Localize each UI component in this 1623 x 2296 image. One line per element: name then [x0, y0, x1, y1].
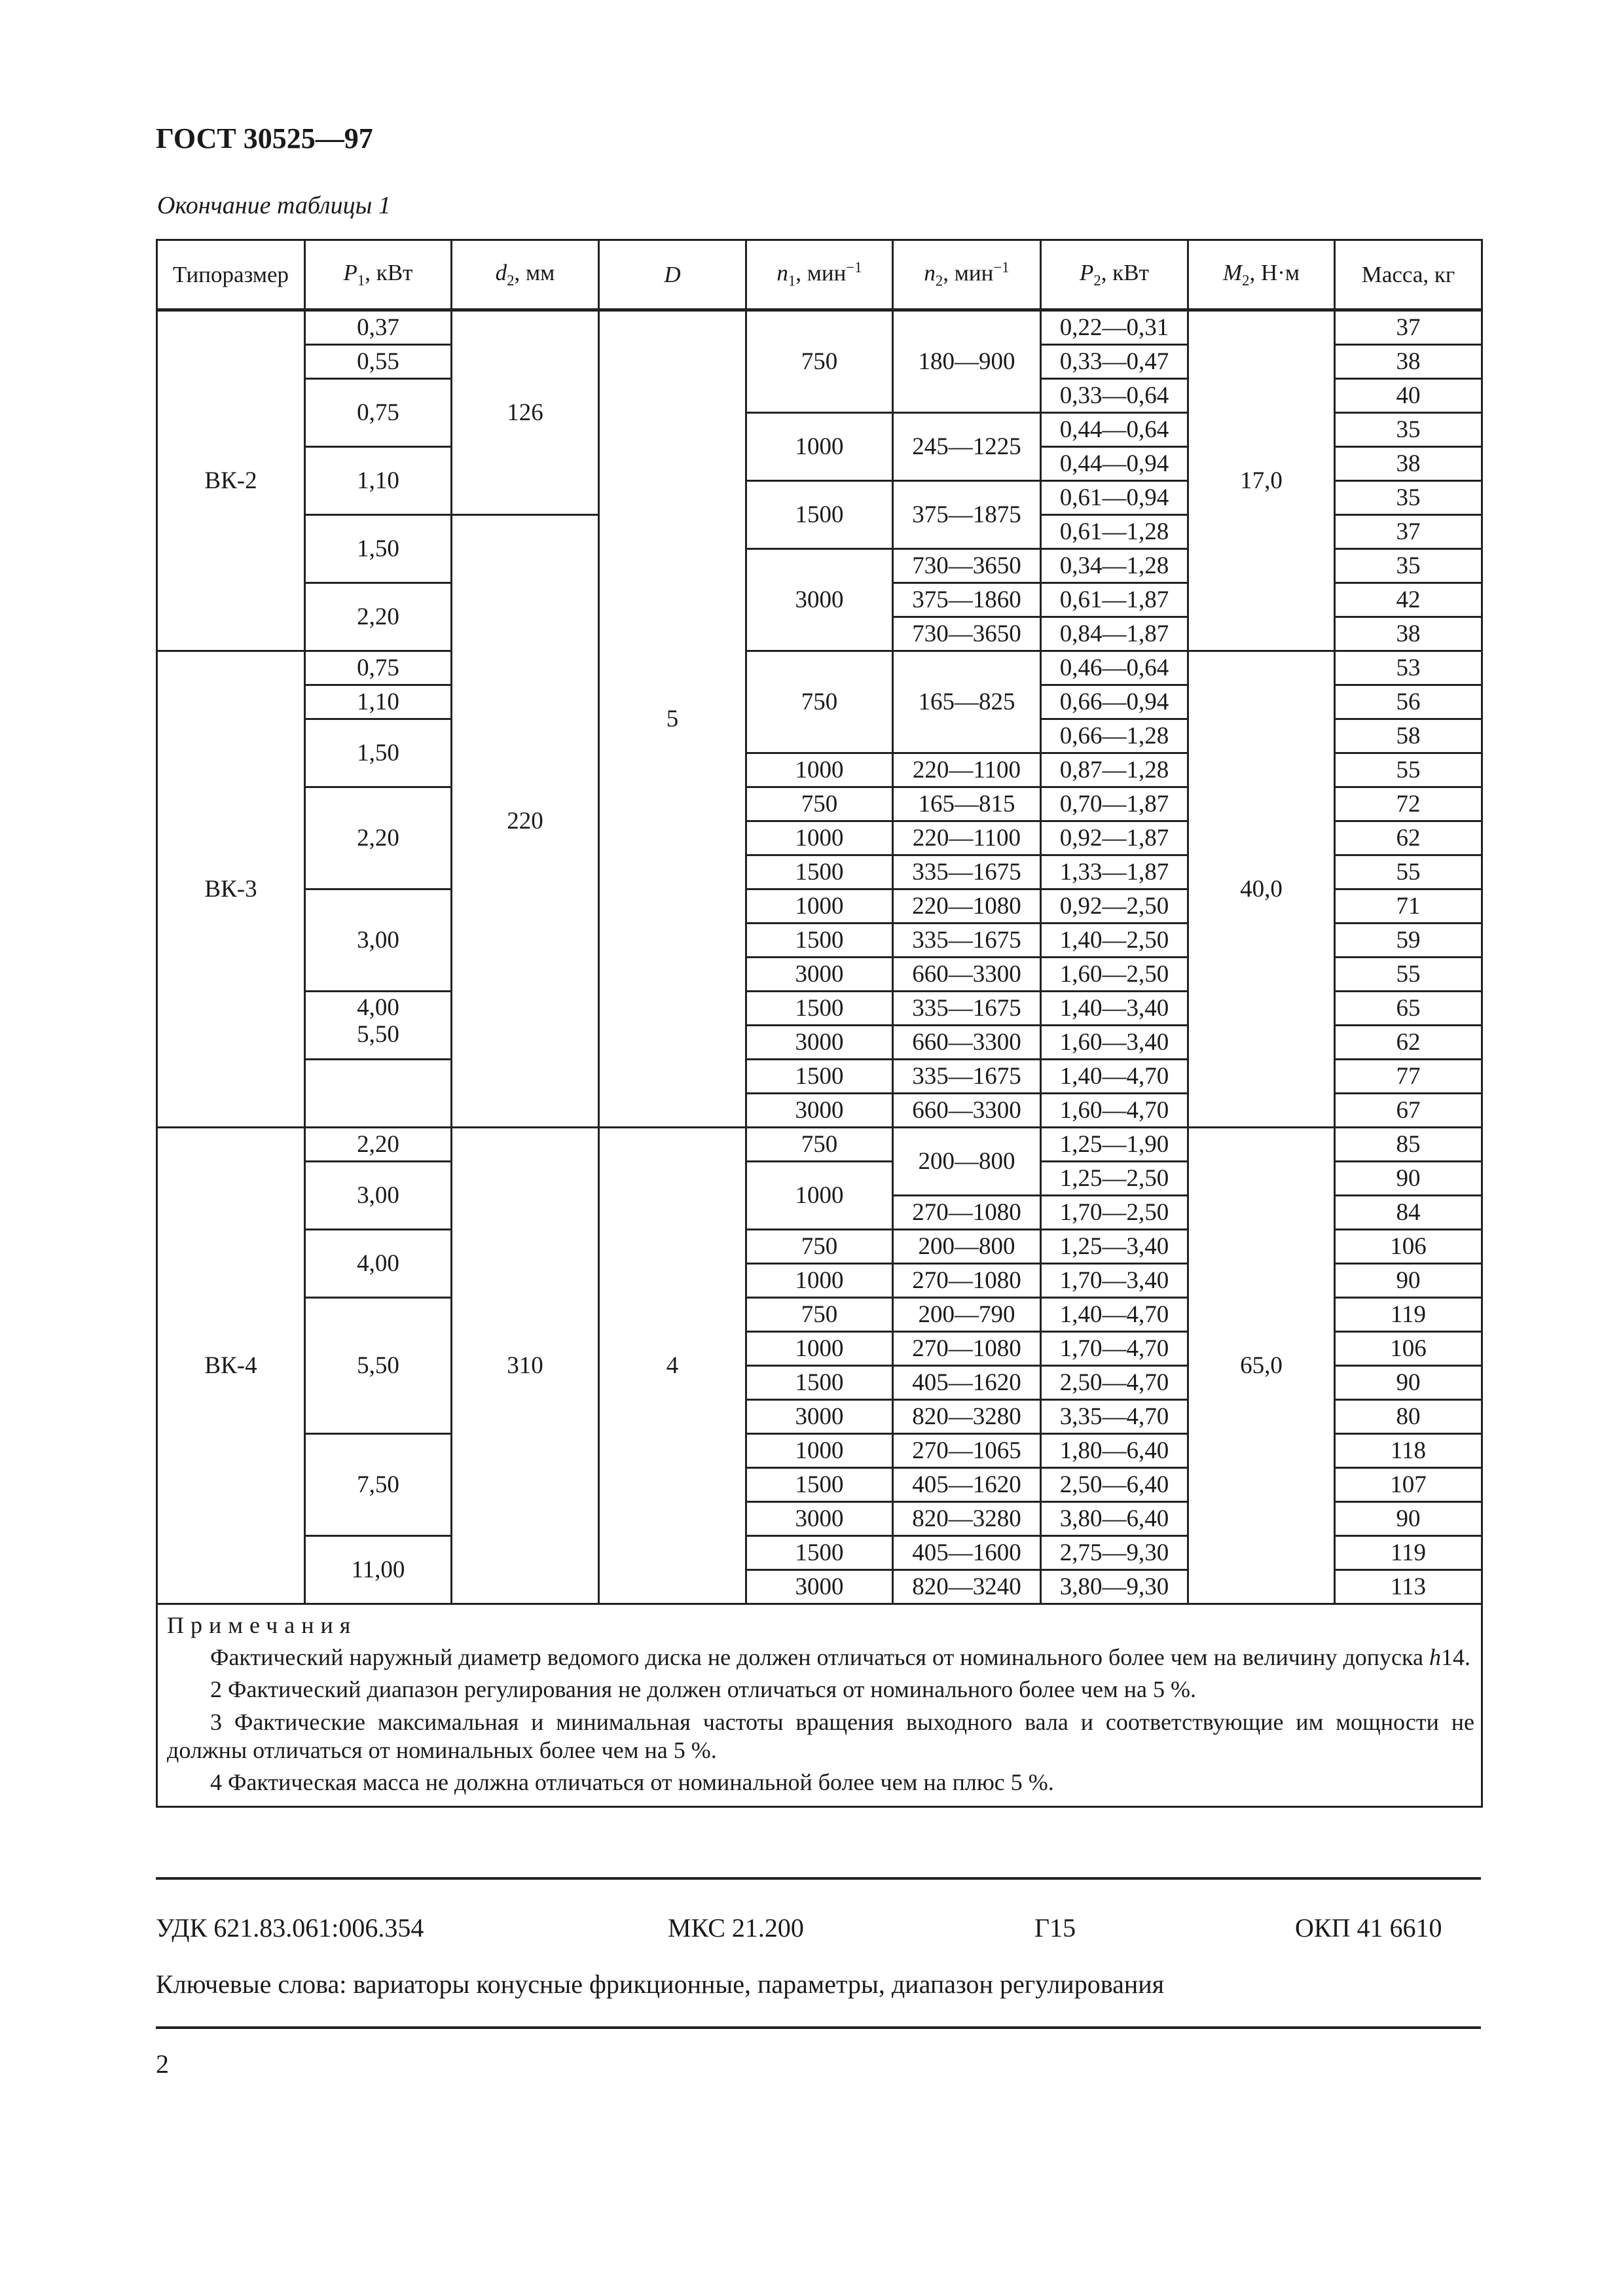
n2-cell: 270—1080 — [893, 1264, 1041, 1298]
p1-cell: 3,00 — [305, 1162, 452, 1230]
n1-cell: 1500 — [746, 1060, 893, 1094]
mass-cell: 55 — [1335, 855, 1482, 889]
mass-cell: 77 — [1335, 1060, 1482, 1094]
n2-cell: 220—1100 — [893, 753, 1041, 787]
n1-cell: 1500 — [746, 992, 893, 1026]
mass-cell: 55 — [1335, 958, 1482, 992]
table-row — [157, 651, 1482, 685]
parameters-table — [156, 239, 1483, 1808]
p1-cell: 0,75 — [305, 379, 452, 447]
n2-cell: 165—815 — [893, 787, 1041, 821]
n2-cell: 270—1065 — [893, 1434, 1041, 1468]
n1-cell: 3000 — [746, 1570, 893, 1604]
n1-cell: 3000 — [746, 1094, 893, 1128]
n1-cell: 1000 — [746, 1332, 893, 1366]
n1-cell: 750 — [746, 310, 893, 413]
note-4: 4 Фактическая масса не должна отличаться от номинальной более чем на плюс 5 %. — [210, 1768, 1054, 1795]
m2-cell: 40,0 — [1188, 651, 1335, 1128]
mass-cell: 106 — [1335, 1332, 1482, 1366]
n1-cell: 750 — [746, 1230, 893, 1264]
mass-cell: 90 — [1335, 1502, 1482, 1536]
mass-cell: 119 — [1335, 1536, 1482, 1570]
n1-cell: 1000 — [746, 413, 893, 481]
p2-cell: 0,66—1,28 — [1041, 719, 1188, 753]
p1-cell: 0,37 — [305, 310, 452, 345]
p2-cell: 0,34—1,28 — [1041, 549, 1188, 583]
mass-cell: 55 — [1335, 753, 1482, 787]
col-p1: $P_1$, кВт — [305, 240, 452, 310]
p1-cell: 2,20 — [305, 1128, 452, 1162]
n1-cell: 3000 — [746, 1502, 893, 1536]
note-1: Фактический наружный диаметр ведомого диска не должен отличаться от номинального более чем на величину допуска h14. — [210, 1644, 1470, 1671]
mass-cell: 107 — [1335, 1468, 1482, 1502]
p1-cell: 1,50 — [305, 719, 452, 787]
p2-cell: 3,35—4,70 — [1041, 1400, 1188, 1434]
mass-cell: 59 — [1335, 924, 1482, 958]
col-mass: Масса, кг — [1335, 240, 1482, 310]
mass-cell: 72 — [1335, 787, 1482, 821]
mass-cell: 90 — [1335, 1264, 1482, 1298]
p2-cell: 0,66—0,94 — [1041, 685, 1188, 719]
n2-cell: 405—1620 — [893, 1366, 1041, 1400]
n2-cell: 335—1675 — [893, 1060, 1041, 1094]
n2-cell: 730—3650 — [893, 617, 1041, 651]
p2-cell: 1,40—4,70 — [1041, 1060, 1188, 1094]
p2-cell: 0,61—1,87 — [1041, 583, 1188, 617]
p2-cell: 1,60—2,50 — [1041, 958, 1188, 992]
n1-cell: 1500 — [746, 924, 893, 958]
n2-cell: 375—1875 — [893, 481, 1041, 549]
mass-cell: 37 — [1335, 515, 1482, 549]
col-n2: $n_2$, мин$^{-1}$ — [893, 240, 1041, 310]
n2-cell: 660—3300 — [893, 1026, 1041, 1060]
p2-cell: 0,92—2,50 — [1041, 889, 1188, 924]
n2-cell: 335—1675 — [893, 855, 1041, 889]
p2-cell: 0,70—1,87 — [1041, 787, 1188, 821]
n1-cell: 750 — [746, 787, 893, 821]
group-code: Г15 — [1034, 1913, 1076, 1943]
n1-cell: 1000 — [746, 889, 893, 924]
p2-cell: 0,44—0,64 — [1041, 413, 1188, 447]
n2-cell: 270—1080 — [893, 1332, 1041, 1366]
n2-cell: 820—3240 — [893, 1570, 1041, 1604]
n2-cell: 165—825 — [893, 651, 1041, 753]
type-cell: ВК-4 — [157, 1128, 305, 1604]
n2-cell: 180—900 — [893, 310, 1041, 413]
col-n1: $n_1$, мин$^{-1}$ — [746, 240, 893, 310]
p2-cell: 1,25—2,50 — [1041, 1162, 1188, 1196]
n2-cell: 730—3650 — [893, 549, 1041, 583]
p2-cell: 0,46—0,64 — [1041, 651, 1188, 685]
n1-cell: 3000 — [746, 549, 893, 651]
mass-cell: 62 — [1335, 1026, 1482, 1060]
p2-cell: 1,70—2,50 — [1041, 1196, 1188, 1230]
p2-cell: 1,40—3,40 — [1041, 992, 1188, 1026]
mass-cell: 62 — [1335, 821, 1482, 855]
p2-cell: 0,33—0,47 — [1041, 345, 1188, 379]
mass-cell: 35 — [1335, 481, 1482, 515]
p2-cell: 0,33—0,64 — [1041, 379, 1188, 413]
n1-cell: 3000 — [746, 1026, 893, 1060]
mass-cell: 40 — [1335, 379, 1482, 413]
keywords: Ключевые слова: вариаторы конусные фрикционные, параметры, диапазон регулирования — [156, 1969, 1165, 1999]
n2-cell: 820—3280 — [893, 1400, 1041, 1434]
col-type: Типоразмер — [157, 240, 305, 310]
n1-cell: 1000 — [746, 1434, 893, 1468]
page-number: 2 — [156, 2049, 169, 2079]
mass-cell: 53 — [1335, 651, 1482, 685]
p1-cell: 7,50 — [305, 1434, 452, 1536]
p2-cell: 2,75—9,30 — [1041, 1536, 1188, 1570]
d2-cell: 310 — [452, 1128, 599, 1604]
mass-cell: 80 — [1335, 1400, 1482, 1434]
n1-cell: 1000 — [746, 753, 893, 787]
notes-cell — [157, 1604, 1482, 1807]
p2-cell: 1,25—3,40 — [1041, 1230, 1188, 1264]
p1-cell-empty — [305, 1060, 452, 1128]
p2-cell: 0,44—0,94 — [1041, 447, 1188, 481]
col-p2: $P_2$, кВт — [1041, 240, 1188, 310]
mass-cell: 58 — [1335, 719, 1482, 753]
p2-cell: 0,61—1,28 — [1041, 515, 1188, 549]
mass-cell: 67 — [1335, 1094, 1482, 1128]
n2-cell: 660—3300 — [893, 1094, 1041, 1128]
p2-cell: 1,25—1,90 — [1041, 1128, 1188, 1162]
n2-cell: 405—1600 — [893, 1536, 1041, 1570]
n1-cell: 750 — [746, 1128, 893, 1162]
mass-cell: 42 — [1335, 583, 1482, 617]
p1-cell: 11,00 — [305, 1536, 452, 1604]
p1-cell: 2,20 — [305, 787, 452, 889]
okp-code: ОКП 41 6610 — [1295, 1913, 1442, 1943]
p2-cell: 1,60—4,70 — [1041, 1094, 1188, 1128]
mass-cell: 90 — [1335, 1162, 1482, 1196]
type-cell: ВК-3 — [157, 651, 305, 1128]
n2-cell: 220—1080 — [893, 889, 1041, 924]
col-m2: $M_2$, Н·м — [1188, 240, 1335, 310]
n2-cell: 405—1620 — [893, 1468, 1041, 1502]
mass-cell: 85 — [1335, 1128, 1482, 1162]
mass-cell: 35 — [1335, 549, 1482, 583]
mass-cell: 113 — [1335, 1570, 1482, 1604]
m2-cell: 17,0 — [1188, 310, 1335, 651]
d2-cell: 126 — [452, 310, 599, 515]
p2-cell: 2,50—4,70 — [1041, 1366, 1188, 1400]
col-d: D — [599, 240, 746, 310]
table-row — [157, 1128, 1482, 1162]
n2-cell: 200—790 — [893, 1298, 1041, 1332]
p1-cell: 4,00 5,50 — [305, 992, 452, 1060]
n1-cell: 1000 — [746, 1264, 893, 1298]
p2-cell: 1,60—3,40 — [1041, 1026, 1188, 1060]
n1-cell: 1500 — [746, 1468, 893, 1502]
m2-cell: 65,0 — [1188, 1128, 1335, 1604]
n2-cell: 200—800 — [893, 1230, 1041, 1264]
n2-cell: 660—3300 — [893, 958, 1041, 992]
notes-row — [157, 1604, 1482, 1807]
n2-cell: 270—1080 — [893, 1196, 1041, 1230]
p2-cell: 1,40—2,50 — [1041, 924, 1188, 958]
n1-cell: 750 — [746, 651, 893, 753]
n2-cell: 220—1100 — [893, 821, 1041, 855]
n1-cell: 3000 — [746, 1400, 893, 1434]
p2-cell: 1,33—1,87 — [1041, 855, 1188, 889]
p2-cell: 3,80—9,30 — [1041, 1570, 1188, 1604]
n2-cell: 335—1675 — [893, 992, 1041, 1026]
footer-rule-top — [156, 1877, 1481, 1880]
n1-cell: 750 — [746, 1298, 893, 1332]
table-row — [157, 310, 1482, 345]
n2-cell: 200—800 — [893, 1128, 1041, 1196]
n1-cell: 1500 — [746, 1536, 893, 1570]
p2-cell: 1,70—4,70 — [1041, 1332, 1188, 1366]
n2-cell: 820—3280 — [893, 1502, 1041, 1536]
p2-cell: 0,22—0,31 — [1041, 310, 1188, 345]
col-d2: $d_2$, мм — [452, 240, 599, 310]
mass-cell: 35 — [1335, 413, 1482, 447]
notes-title: Примечания — [167, 1612, 357, 1638]
d-cell: 5 — [599, 310, 746, 1128]
p2-cell: 0,87—1,28 — [1041, 753, 1188, 787]
p1-cell: 2,20 — [305, 583, 452, 651]
type-cell: ВК-2 — [157, 310, 305, 651]
mass-cell: 38 — [1335, 447, 1482, 481]
p2-cell: 1,80—6,40 — [1041, 1434, 1188, 1468]
n1-cell: 1500 — [746, 481, 893, 549]
d2-cell: 220 — [452, 515, 599, 1128]
p1-cell: 3,00 — [305, 889, 452, 992]
d-cell: 4 — [599, 1128, 746, 1604]
p2-cell: 1,70—3,40 — [1041, 1264, 1188, 1298]
n2-cell: 245—1225 — [893, 413, 1041, 481]
mass-cell: 56 — [1335, 685, 1482, 719]
mass-cell: 90 — [1335, 1366, 1482, 1400]
p1-cell: 5,50 — [305, 1298, 452, 1434]
mass-cell: 38 — [1335, 617, 1482, 651]
table-header-row — [157, 240, 1482, 310]
p1-cell: 1,10 — [305, 685, 452, 719]
standard-number: ГОСТ 30525—97 — [156, 122, 373, 154]
mass-cell: 71 — [1335, 889, 1482, 924]
mass-cell: 65 — [1335, 992, 1482, 1026]
p2-cell: 0,61—0,94 — [1041, 481, 1188, 515]
n1-cell: 3000 — [746, 958, 893, 992]
p2-cell: 2,50—6,40 — [1041, 1468, 1188, 1502]
note-3: 3 Фактические максимальная и минимальная частоты вращения выходного вала и соответствующие им мощности не должны отличаться от номинальных более чем на 5 %. — [167, 1708, 1474, 1763]
mks-code: МКС 21.200 — [668, 1913, 804, 1943]
n1-cell: 1000 — [746, 821, 893, 855]
p1-cell: 1,50 — [305, 515, 452, 583]
udk-code: УДК 621.83.061:006.354 — [156, 1913, 424, 1943]
p1-cell: 0,55 — [305, 345, 452, 379]
mass-cell: 37 — [1335, 310, 1482, 345]
footer-rule-bottom — [156, 2026, 1481, 2029]
n2-cell: 375—1860 — [893, 583, 1041, 617]
table-caption: Окончание таблицы 1 — [157, 192, 391, 219]
n1-cell: 1500 — [746, 855, 893, 889]
n2-cell: 335—1675 — [893, 924, 1041, 958]
mass-cell: 84 — [1335, 1196, 1482, 1230]
p2-cell: 3,80—6,40 — [1041, 1502, 1188, 1536]
note-2: 2 Фактический диапазон регулирования не должен отличаться от номинального более чем на 5 %. — [210, 1676, 1196, 1703]
mass-cell: 119 — [1335, 1298, 1482, 1332]
n1-cell: 1500 — [746, 1366, 893, 1400]
p2-cell: 1,40—4,70 — [1041, 1298, 1188, 1332]
mass-cell: 106 — [1335, 1230, 1482, 1264]
p1-cell: 4,00 — [305, 1230, 452, 1298]
p2-cell: 0,92—1,87 — [1041, 821, 1188, 855]
p1-cell: 0,75 — [305, 651, 452, 685]
p2-cell: 0,84—1,87 — [1041, 617, 1188, 651]
p1-cell: 1,10 — [305, 447, 452, 515]
n1-cell: 1000 — [746, 1162, 893, 1230]
mass-cell: 118 — [1335, 1434, 1482, 1468]
mass-cell: 38 — [1335, 345, 1482, 379]
